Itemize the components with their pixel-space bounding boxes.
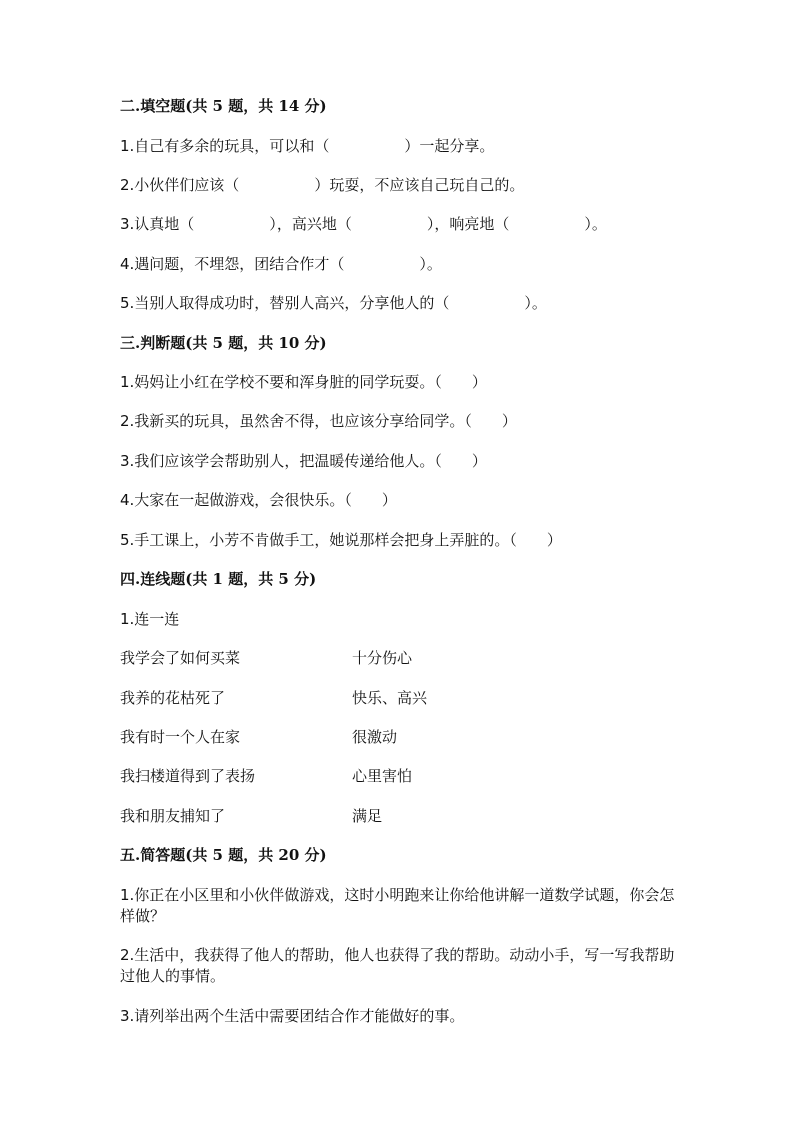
section-3-title: 三.判断题(共 5 题，共 10 分): [120, 334, 327, 352]
match-left-5: 我和朋友捕知了: [120, 807, 226, 825]
match-right-5: 满足: [352, 807, 383, 825]
match-left-1: 我学会了如何买菜: [120, 649, 241, 667]
judge-question-3: 3.我们应该学会帮助别人，把温暖传递给他人。（ ）: [120, 452, 487, 470]
fill-question-5: 5.当别人取得成功时，替别人高兴，分享他人的（ ）。: [120, 294, 547, 312]
fill-question-2: 2.小伙伴们应该（ ）玩耍，不应该自己玩自己的。: [120, 176, 525, 194]
match-right-1: 十分伤心: [352, 649, 413, 667]
match-right-4: 心里害怕: [352, 767, 413, 785]
judge-question-1: 1.妈妈让小红在学校不要和浑身脏的同学玩耍。（ ）: [120, 373, 487, 391]
judge-question-5: 5.手工课上，小芳不肯做手工，她说那样会把身上弄脏的。（ ）: [120, 531, 562, 549]
match-left-3: 我有时一个人在家: [120, 728, 241, 746]
match-right-3: 很激动: [352, 728, 398, 746]
short-question-3: 3.请列举出两个生活中需要团结合作才能做好的事。: [120, 1007, 465, 1025]
short-question-1: 1.你正在小区里和小伙伴做游戏，这时小明跑来让你给他讲解一道数学试题，你会怎样做？: [120, 886, 675, 925]
judge-question-4: 4.大家在一起做游戏，会很快乐。（ ）: [120, 491, 397, 509]
section-5-title: 五.简答题(共 5 题，共 20 分): [120, 846, 327, 864]
fill-question-1: 1.自己有多余的玩具，可以和（ ）一起分享。: [120, 137, 495, 155]
section-4-title: 四.连线题(共 1 题，共 5 分): [120, 570, 317, 588]
fill-question-3: 3.认真地（ ），高兴地（ ），响亮地（ ）。: [120, 215, 607, 233]
match-left-4: 我扫楼道得到了表扬: [120, 767, 256, 785]
match-prompt: 1.连一连: [120, 610, 180, 628]
match-right-2: 快乐、高兴: [352, 689, 428, 707]
match-left-2: 我养的花枯死了: [120, 689, 226, 707]
short-question-2: 2.生活中，我获得了他人的帮助，他人也获得了我的帮助。动动小手，写一写我帮助过他人的事情。: [120, 946, 675, 985]
fill-question-4: 4.遇问题，不埋怨，团结合作才（ ）。: [120, 255, 442, 273]
judge-question-2: 2.我新买的玩具，虽然舍不得，也应该分享给同学。（ ）: [120, 412, 517, 430]
section-2-title: 二.填空题(共 5 题，共 14 分): [120, 97, 327, 115]
